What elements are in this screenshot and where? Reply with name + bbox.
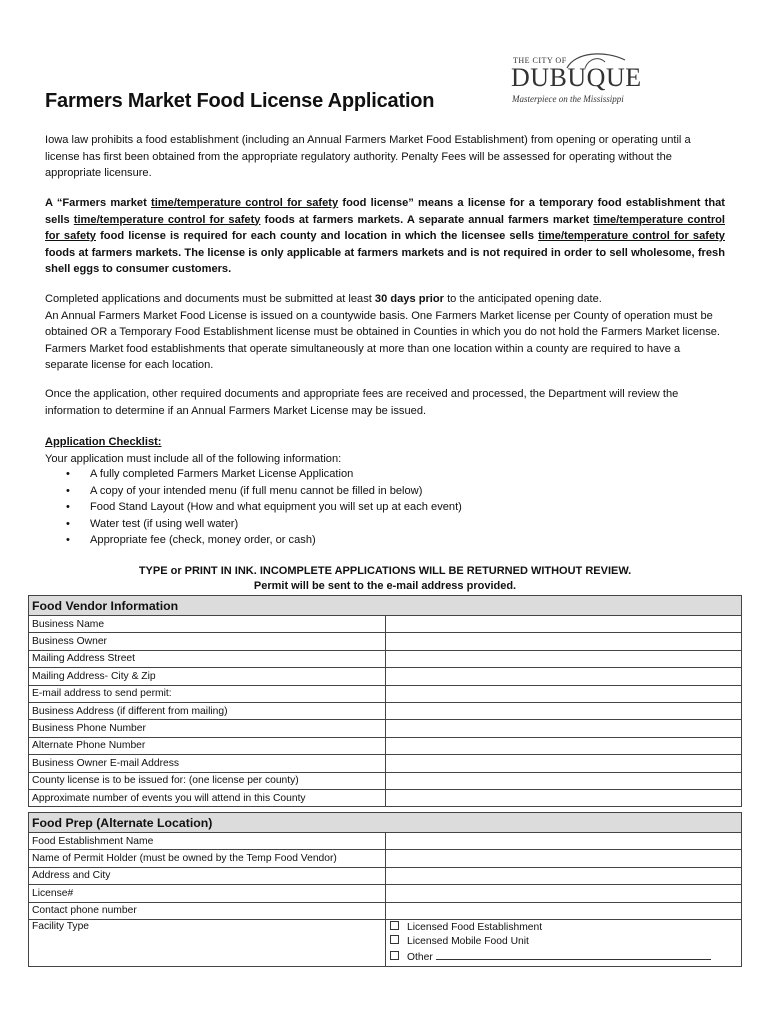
definition-text-5: foods at farmers markets. The license is only applicable at farmers markets and is not required in order to sell wholesome, fresh shell eggs to consumer customers. — [45, 246, 725, 275]
field-label: Business Owner E-mail Address — [29, 755, 386, 772]
table-row — [29, 720, 742, 737]
table-row — [29, 902, 742, 919]
definition-paragraph — [45, 195, 725, 278]
prep-section-header: Food Prep (Alternate Location) — [29, 813, 742, 833]
contact-phone-field[interactable] — [386, 902, 742, 919]
field-label: Business Phone Number — [29, 720, 386, 737]
field-label: E-mail address to send permit: — [29, 685, 386, 702]
checklist-item: • A fully completed Farmers Market License Application — [63, 466, 462, 483]
notice-line-1: TYPE or PRINT IN INK. INCOMPLETE APPLICATIONS WILL BE RETURNED WITHOUT REVIEW. — [138, 565, 632, 577]
checklist-item: • Food Stand Layout (How and what equipment you will set up at each event) — [63, 499, 462, 516]
definition-text-3: foods at farmers markets. A separate annual farmers market — [260, 213, 594, 226]
page-title: Farmers Market Food License Application — [45, 90, 435, 112]
submission-detail: An Annual Farmers Market Food License is issued on a countywide basis. One Farmers Market license per County of operation must be obtained OR a Temporary Food Establishment license must be obtained in Counties in which you do not hold the Farmers Market license. Farmers Market food establishments that operate simultaneously at more than one location within a county are required to have a separate license for each location. — [45, 309, 721, 371]
facility-option-mobile-unit[interactable]: Licensed Mobile Food Unit — [389, 935, 738, 950]
definition-text-1: A “Farmers market — [45, 197, 152, 209]
logo-tagline: Masterpiece on the Mississippi — [512, 94, 624, 104]
table-row — [29, 737, 742, 754]
logo-main-text: DUBUQUE — [511, 63, 642, 92]
table-row — [29, 789, 742, 806]
intro-paragraph: Iowa law prohibits a food establishment (including an Annual Farmers Market Food Establishment) from opening or operating until a license has first been obtained from the appropriate regulatory authority. Penalty Fees will be assessed for operating without the appropriate licensure. — [45, 134, 691, 179]
definition-text-2: food license” means a license for a temporary food establishment that sells — [45, 197, 725, 226]
table-row — [29, 633, 742, 650]
facility-option-other[interactable]: Other — [389, 950, 738, 966]
bullet-icon: • — [66, 484, 70, 497]
food-prep-table — [28, 812, 742, 967]
checkbox-icon[interactable] — [390, 935, 399, 944]
city-logo — [505, 50, 642, 106]
definition-underline-2: time/temperature control for safety — [73, 213, 261, 226]
checklist-heading-block — [45, 434, 725, 467]
table-row — [29, 867, 742, 884]
table-row — [29, 668, 742, 685]
field-label: Business Owner — [29, 633, 386, 650]
field-label: Approximate number of events you will attend in this County — [29, 789, 386, 806]
checklist-item: • Water test (if using well water) — [63, 516, 462, 533]
business-owner-field[interactable] — [386, 633, 742, 650]
bullet-icon: • — [66, 468, 70, 480]
field-label: Mailing Address Street — [29, 650, 386, 667]
definition-text-4: food license is required for each county and location in which the licensee sells — [95, 230, 539, 242]
table-row — [29, 650, 742, 667]
submission-after: to the anticipated opening date. — [443, 293, 602, 305]
logo-top-text: THE CITY OF — [513, 56, 567, 65]
field-label: Mailing Address- City & Zip — [29, 668, 386, 685]
business-phone-field[interactable] — [386, 720, 742, 737]
vendor-info-table — [28, 595, 742, 807]
field-label: License# — [29, 885, 386, 902]
field-label: Facility Type — [29, 919, 386, 967]
license-number-field[interactable] — [386, 885, 742, 902]
field-label: County license is to be issued for: (one license per county) — [29, 772, 386, 789]
field-label: Business Name — [29, 616, 386, 633]
facility-option-food-establishment[interactable]: Licensed Food Establishment — [389, 921, 738, 936]
field-label: Contact phone number — [29, 902, 386, 919]
submission-deadline — [45, 291, 725, 308]
table-row — [29, 850, 742, 867]
review-paragraph: Once the application, other required documents and appropriate fees are received and processed, the Department will review the information to determine if an Annual Farmers Market License may be issued. — [45, 388, 679, 417]
county-field[interactable] — [386, 772, 742, 789]
bullet-icon: • — [66, 517, 70, 530]
checklist-heading: Application Checklist: — [45, 436, 162, 448]
checkbox-icon[interactable] — [390, 921, 399, 930]
instructions-notice — [0, 564, 770, 594]
definition-underline-1: time/temperature control for safety — [151, 197, 339, 209]
vendor-section-header: Food Vendor Information — [29, 596, 742, 616]
table-row — [29, 702, 742, 719]
permit-email-field[interactable] — [386, 685, 742, 702]
business-address-field[interactable] — [386, 702, 742, 719]
field-label: Name of Permit Holder (must be owned by the Temp Food Vendor) — [29, 850, 386, 867]
mailing-city-zip-field[interactable] — [386, 668, 742, 685]
submission-days: 30 days prior — [374, 293, 444, 305]
event-count-field[interactable] — [386, 789, 742, 806]
other-blank-line[interactable] — [436, 950, 711, 960]
establishment-name-field[interactable] — [386, 833, 742, 850]
owner-email-field[interactable] — [386, 755, 742, 772]
facility-type-options — [386, 919, 742, 967]
alternate-phone-field[interactable] — [386, 737, 742, 754]
table-row — [29, 755, 742, 772]
address-city-field[interactable] — [386, 867, 742, 884]
checklist-list — [63, 466, 462, 549]
field-label: Food Establishment Name — [29, 833, 386, 850]
definition-underline-4: time/temperature control for safety — [538, 230, 725, 242]
permit-holder-field[interactable] — [386, 850, 742, 867]
table-row — [29, 885, 742, 902]
submission-paragraph — [45, 291, 725, 374]
definition-underline-3: time/temperature control for safety — [45, 213, 725, 242]
mailing-street-field[interactable] — [386, 650, 742, 667]
bullet-icon: • — [66, 501, 70, 513]
checklist-item: • A copy of your intended menu (if full menu cannot be filled in below) — [63, 483, 462, 500]
checklist-intro: Your application must include all of the following information: — [45, 452, 342, 465]
table-row — [29, 919, 742, 967]
business-name-field[interactable] — [386, 616, 742, 633]
table-row — [29, 616, 742, 633]
field-label: Address and City — [29, 867, 386, 884]
checklist-item: • Appropriate fee (check, money order, or cash) — [63, 532, 462, 549]
field-label: Business Address (if different from mailing) — [29, 702, 386, 719]
bullet-icon: • — [66, 534, 70, 546]
table-row — [29, 772, 742, 789]
table-row — [29, 685, 742, 702]
submission-before: Completed applications and documents must be submitted at least — [45, 293, 375, 305]
checkbox-icon[interactable] — [390, 951, 399, 960]
table-row — [29, 833, 742, 850]
field-label: Alternate Phone Number — [29, 737, 386, 754]
notice-line-2: Permit will be sent to the e-mail address provided. — [253, 580, 517, 592]
